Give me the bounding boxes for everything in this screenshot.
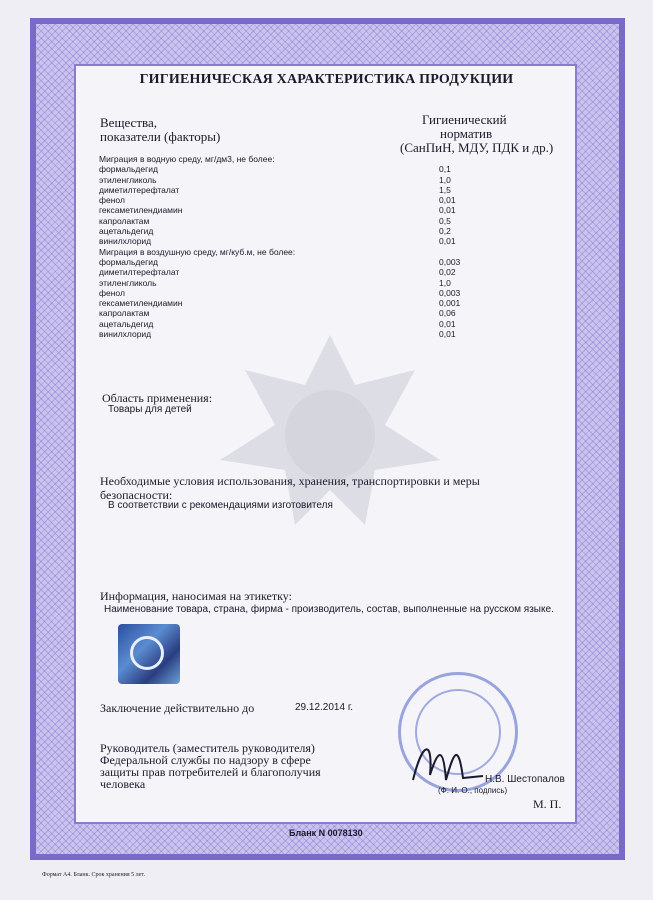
table-row: винилхлорид 0,01 [99,329,456,340]
air-heading: Миграция в воздушную среду, мг/куб.м, не более: [99,246,296,257]
validity-date: 29.12.2014 г. [295,702,354,713]
col-left-header-1: Вещества, [100,115,157,130]
table-row: формальдегид 0,1 [99,164,451,175]
norms-table [99,154,579,339]
hologram-sticker-icon [118,624,180,684]
col-right-header-1: Гигиенический [422,112,507,127]
scope-value: Товары для детей [108,404,192,415]
table-row: винилхлорид 0,01 [99,236,456,247]
table-row: гексаметилендиамин 0,01 [99,205,456,216]
head-line-4: человека [100,777,146,791]
table-row: формальдегид 0,003 [99,256,461,267]
head-line-3: защиты прав потребителей и благополучия [100,765,321,779]
conditions-label-2: безопасности: [100,488,173,502]
label-info-value: Наименование товара, страна, фирма - производитель, состав, выполненные на русском языке. [104,604,554,615]
conditions-label-1: Необходимые условия использования, хранения, транспортировки и меры [100,474,480,488]
col-left-header-2: показатели (факторы) [100,129,221,144]
label-info-label: Информация, наносимая на этикетку: [100,589,292,603]
table-row: капролактам 0,06 [99,308,456,319]
table-row: этиленгликоль 1,0 [99,174,451,185]
table-row: ацетальдегид 0,2 [99,226,451,237]
col-right-header-2: норматив [440,126,493,141]
mp-label: М. П. [533,797,562,811]
footer-note: Формат А4. Бланк. Срок хранения 5 лет. [42,872,145,878]
table-row: диметилтерефталат 1,5 [99,184,451,195]
scope-label: Область применения: [102,391,213,405]
blank-number: Бланк N 0078130 [289,828,363,838]
head-line-1: Руководитель (заместитель руководителя) [100,741,315,755]
signature-icon [408,730,488,790]
document-title: ГИГИЕНИЧЕСКАЯ ХАРАКТЕРИСТИКА ПРОДУКЦИИ [139,72,514,87]
head-line-2: Федеральной службы по надзору в сфере [100,753,311,767]
table-row: капролактам 0,5 [99,215,451,226]
col-right-header-3: (СанПиН, МДУ, ПДК и др.) [400,140,554,155]
validity-label: Заключение действительно до [100,701,255,715]
water-heading: Миграция в водную среду, мг/дм3, не более: [99,154,275,164]
table-row: ацетальдегид 0,01 [99,318,456,329]
table-row: этиленгликоль 1,0 [99,277,451,288]
signature-caption: (Ф. И. О., подпись) [438,786,508,795]
table-row: гексаметилендиамин 0,001 [99,298,461,309]
signer-name: Н.В. Шестопалов [485,774,565,785]
table-row: диметилтерефталат 0,02 [99,267,456,278]
table-row: фенол 0,003 [99,287,461,298]
conditions-value: В соответствии с рекомендациями изготовителя [108,500,333,511]
table-row: фенол 0,01 [99,195,456,206]
